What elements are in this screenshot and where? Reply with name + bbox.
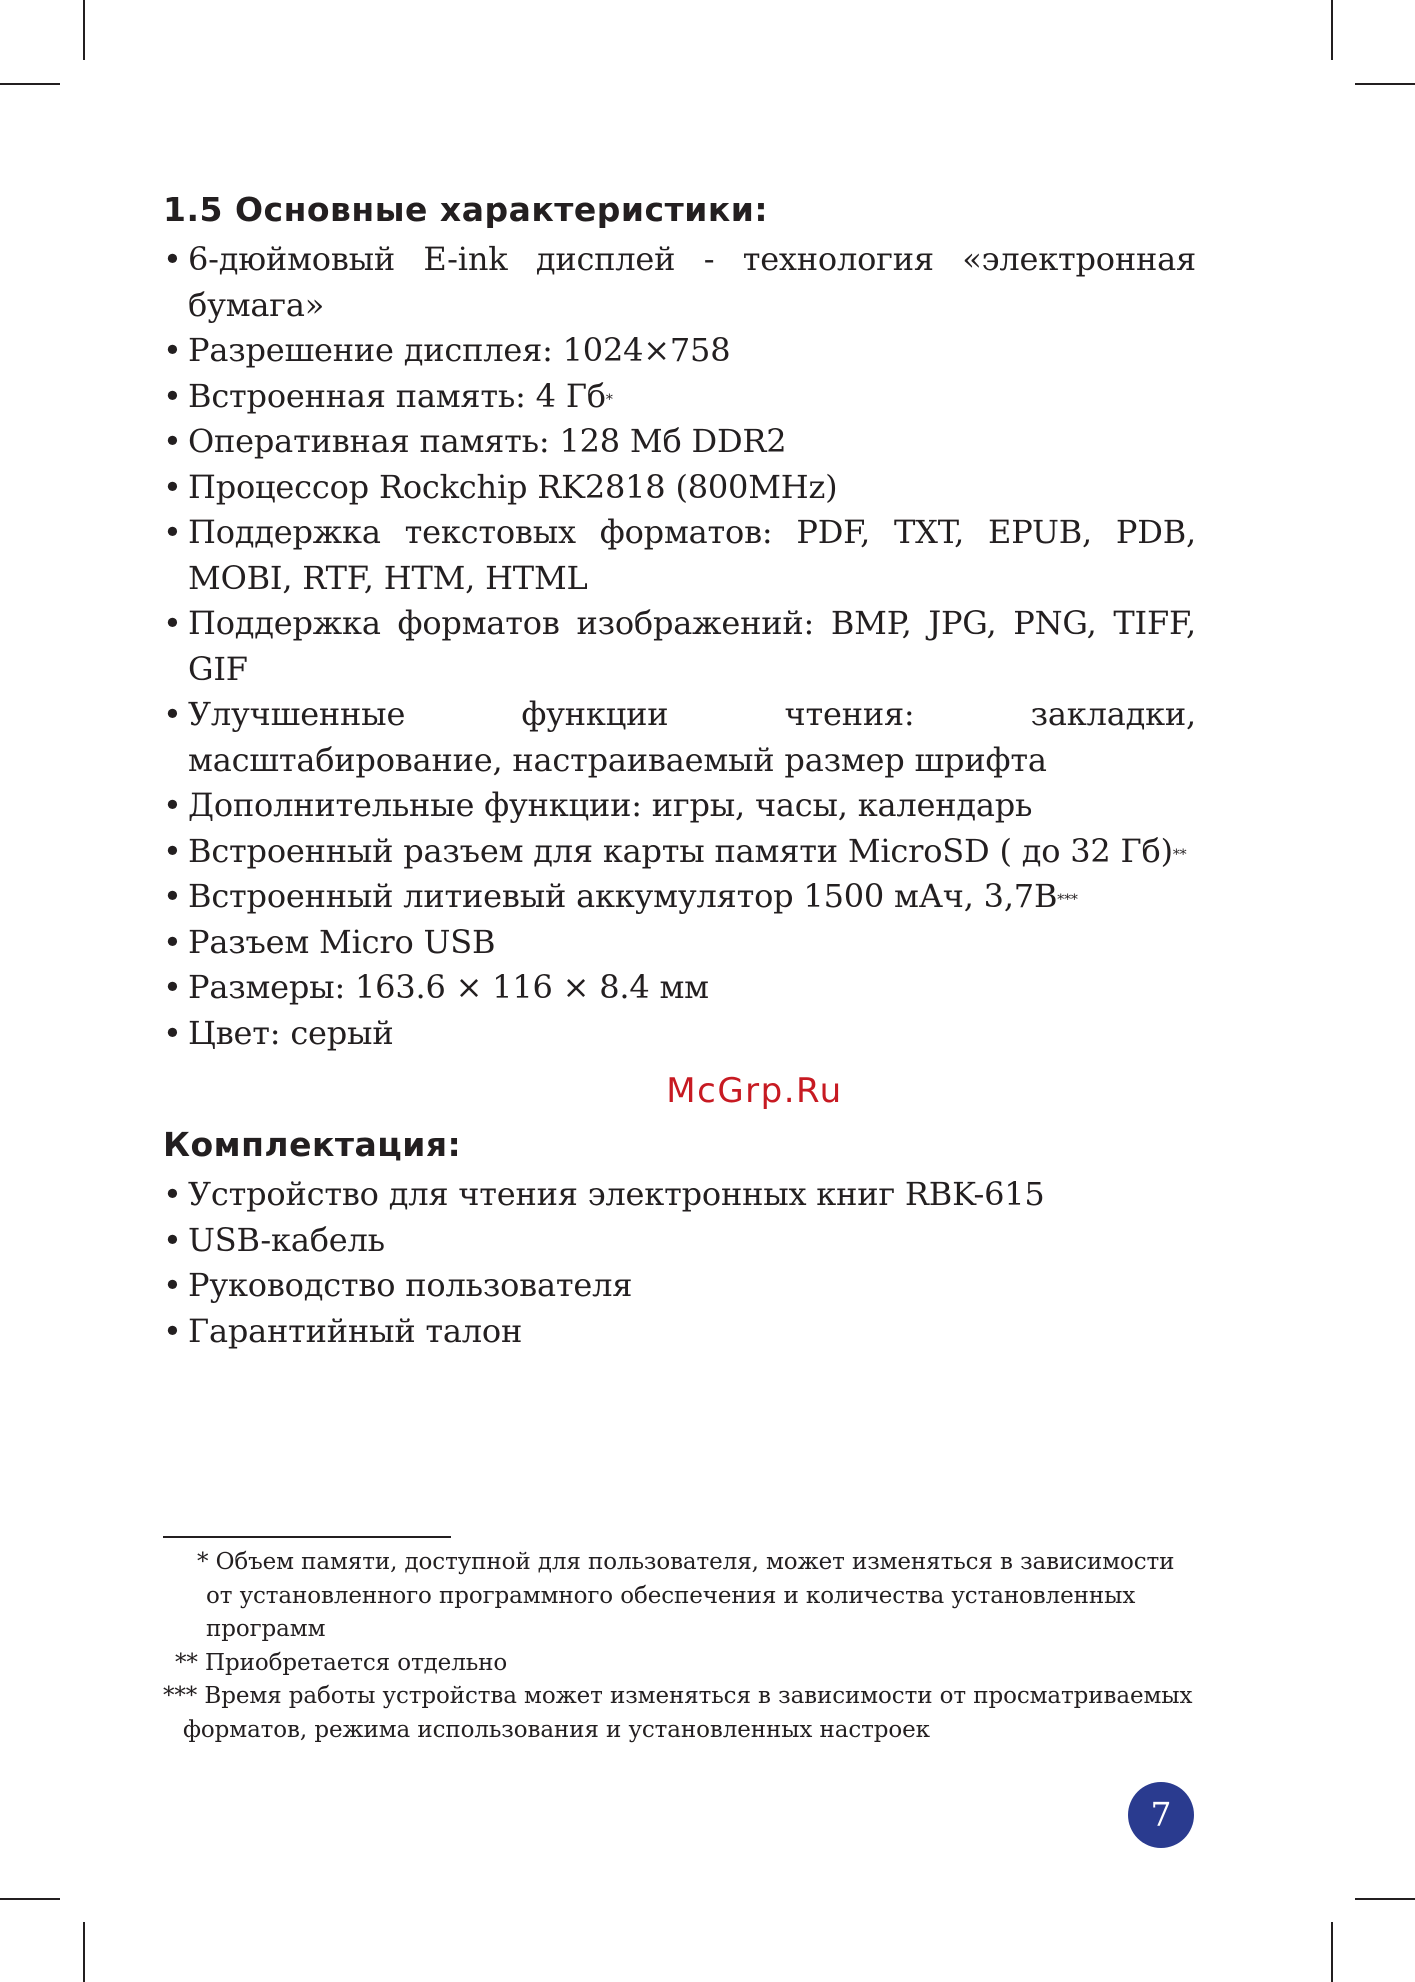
specs-list xyxy=(163,237,1196,1056)
list-item: • USB-кабель xyxy=(163,1218,1196,1264)
crop-mark xyxy=(83,1922,85,1982)
page-content xyxy=(163,185,1196,1354)
package-list xyxy=(163,1172,1196,1354)
footnote-mark: * xyxy=(605,391,613,408)
crop-mark xyxy=(0,83,60,85)
crop-mark xyxy=(83,0,85,60)
list-item: • Разъем Micro USB xyxy=(163,920,1196,966)
list-item: • Улучшенные функции чтения: закладки, масштабирование, настраиваемый размер шрифта xyxy=(163,692,1196,783)
list-item: • Размеры: 163.6 × 116 × 8.4 мм xyxy=(163,965,1196,1011)
crop-mark xyxy=(0,1898,60,1900)
list-item: • Гарантийный талон xyxy=(163,1309,1196,1355)
list-item: • Встроенный литиевый аккумулятор 1500 мАч, 3,7В*** xyxy=(163,874,1196,920)
footnote-mark: *** xyxy=(1057,892,1078,908)
crop-mark xyxy=(1355,1898,1415,1900)
footnote: ** Приобретается отдельно xyxy=(175,1649,508,1676)
list-item: • Поддержка текстовых форматов: PDF, TXT, EPUB, PDB, MOBI, RTF, HTM, HTML xyxy=(163,510,1196,601)
list-item: • Процессор Rockchip RK2818 (800MHz) xyxy=(163,465,1196,511)
footnote-mark: *** xyxy=(163,1683,198,1709)
crop-mark xyxy=(1355,83,1415,85)
list-item: • Встроенная память: 4 Гб* xyxy=(163,374,1196,420)
crop-mark xyxy=(1331,0,1333,60)
list-item: • 6-дюймовый E-ink дисплей - технология «электронная бумага» xyxy=(163,237,1196,328)
list-item: • Разрешение дисплея: 1024×758 xyxy=(163,328,1196,374)
section-heading-specs: 1.5 Основные характеристики: xyxy=(163,190,769,229)
footnote-divider xyxy=(163,1536,451,1538)
footnote-mark: ** xyxy=(1172,846,1187,863)
footnote: *** Время работы устройства может изменяться в зависимости от просматриваемых форматов, режима использования и установленных настроек xyxy=(163,1683,1193,1743)
list-item: • Цвет: серый xyxy=(163,1011,1196,1057)
list-item: • Встроенный разъем для карты памяти MicroSD ( до 32 Гб)** xyxy=(163,829,1196,875)
section-heading-package: Комплектация: xyxy=(163,1125,462,1164)
list-item: • Оперативная память: 128 Мб DDR2 xyxy=(163,419,1196,465)
list-item: • Дополнительные функции: игры, часы, календарь xyxy=(163,783,1196,829)
list-item: • Устройство для чтения электронных книг RBK-615 xyxy=(163,1172,1196,1218)
list-item: • Руководство пользователя xyxy=(163,1263,1196,1309)
crop-mark xyxy=(1331,1922,1333,1982)
page-number: 7 xyxy=(1128,1782,1194,1848)
watermark: McGrp.Ru xyxy=(666,1071,843,1111)
footnote-mark: * xyxy=(197,1549,209,1575)
footnote: * Объем памяти, доступной для пользователя, может изменяться в зависимости от установленного программного обеспечения и количества установленных программ xyxy=(197,1549,1175,1642)
footnote-mark: ** xyxy=(175,1649,198,1676)
list-item: • Поддержка форматов изображений: BMP, JPG, PNG, TIFF, GIF xyxy=(163,601,1196,692)
footnotes xyxy=(163,1546,1193,1747)
